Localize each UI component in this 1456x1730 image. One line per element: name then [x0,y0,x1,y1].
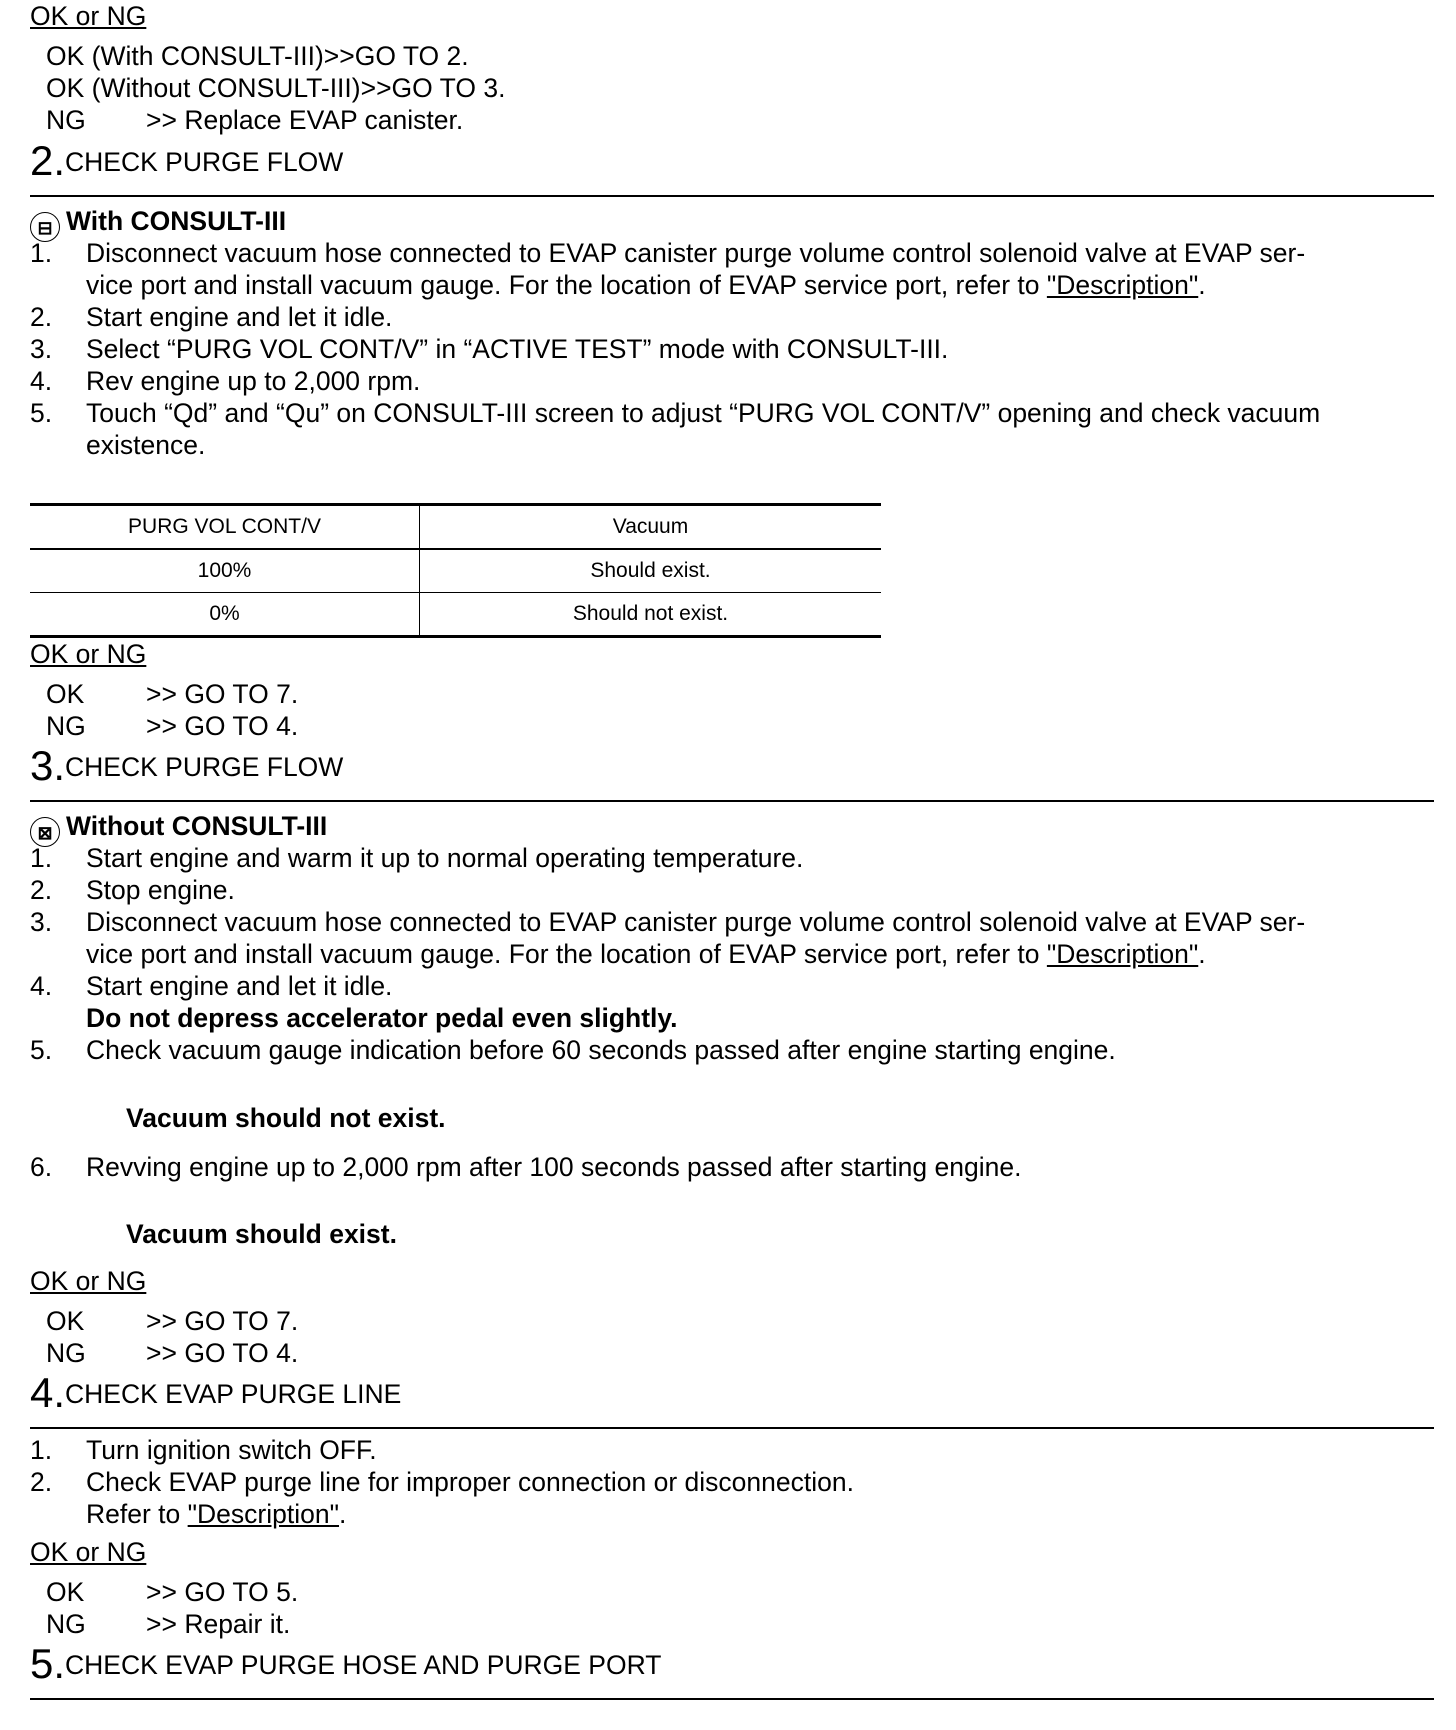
table-header: Vacuum [420,505,882,550]
step-4-heading [30,1369,402,1416]
step-number: 4. [30,1369,66,1416]
mode-without-consult: ⊠ Without CONSULT-III [30,810,327,847]
result-heading: OK or NG [30,1537,147,1567]
table-row [30,549,881,593]
consult-tool-icon: ⊟ [30,212,60,242]
table-header: PURG VOL CONT/V [30,505,420,550]
step-title: CHECK EVAP PURGE LINE [65,1379,402,1409]
result-line-ok-with: OK (With CONSULT-III)>>GO TO 2. [46,41,469,71]
purge-vacuum-table [30,503,881,638]
divider [30,1698,1434,1700]
description-link[interactable]: "Description" [187,1499,340,1529]
spec-text: Vacuum should exist. [126,1219,397,1249]
table-row [30,593,881,637]
step-title: CHECK PURGE FLOW [65,752,344,782]
table-cell: 100% [30,549,420,593]
table-cell: 0% [30,593,420,637]
step-number: 5. [30,1640,66,1687]
description-link[interactable]: "Description" [1046,270,1199,300]
no-tool-icon: ⊠ [30,817,60,847]
step-title: CHECK PURGE FLOW [65,147,344,177]
result-line-ng: NG >> GO TO 4. [46,1338,299,1368]
step-number: 2. [30,137,66,184]
result-heading: OK or NG [30,1,147,31]
step-3-heading [30,742,344,789]
result-heading: OK or NG [30,639,147,669]
result-line-ok: OK >> GO TO 5. [46,1577,299,1607]
result-line-ok-without: OK (Without CONSULT-III)>>GO TO 3. [46,73,506,103]
spec-text: Vacuum should not exist. [126,1103,446,1133]
result-heading: OK or NG [30,1266,147,1296]
step-2-heading [30,137,344,184]
divider [30,800,1434,802]
result-line-ng: NG >> Repair it. [46,1609,291,1639]
step-5-heading [30,1640,662,1687]
description-link[interactable]: "Description" [1046,939,1199,969]
step-number: 3. [30,742,66,789]
divider [30,195,1434,197]
result-line-ng: NG >> GO TO 4. [46,711,299,741]
result-line-ok: OK >> GO TO 7. [46,679,299,709]
result-line-ng: NG >> Replace EVAP canister. [46,105,464,135]
step-title: CHECK EVAP PURGE HOSE AND PURGE PORT [65,1650,662,1680]
table-cell: Should exist. [420,549,882,593]
divider [30,1427,1434,1429]
result-line-ok: OK >> GO TO 7. [46,1306,299,1336]
mode-with-consult: ⊟ With CONSULT-III [30,205,286,242]
table-cell: Should not exist. [420,593,882,637]
